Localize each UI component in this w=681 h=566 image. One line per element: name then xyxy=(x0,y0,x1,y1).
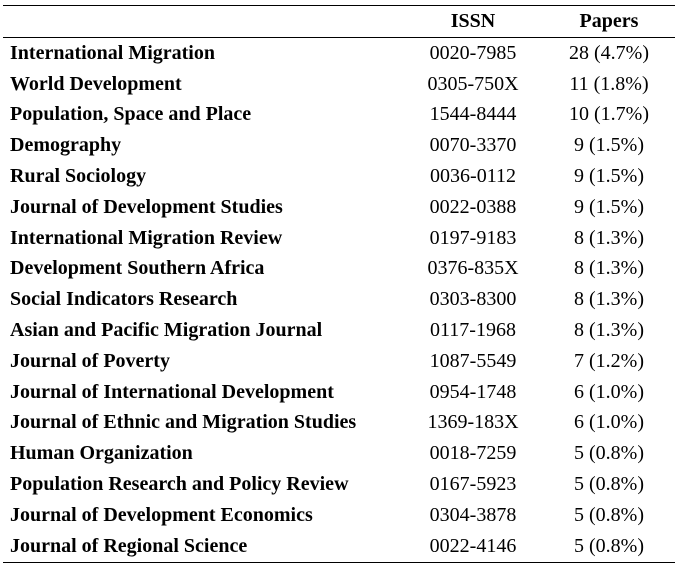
journal-cell: Human Organization xyxy=(10,442,193,465)
papers-cell: 11 (1.8%) xyxy=(569,72,649,95)
table-row xyxy=(3,408,675,439)
issn-cell: 1087-5549 xyxy=(429,349,517,372)
table-row xyxy=(3,500,675,531)
journal-cell: International Migration Review xyxy=(10,226,283,249)
table-row xyxy=(3,223,675,254)
journal-cell: World Development xyxy=(10,72,182,95)
journal-cell: International Migration xyxy=(10,41,215,64)
table-row xyxy=(3,346,675,377)
table-row xyxy=(3,438,675,469)
header-row xyxy=(3,6,675,38)
issn-cell: 0197-9183 xyxy=(429,226,517,249)
issn-cell: 0018-7259 xyxy=(429,442,517,465)
issn-cell: 0022-4146 xyxy=(429,534,517,557)
header-papers: Papers xyxy=(543,6,675,38)
papers-cell: 5 (0.8%) xyxy=(574,442,644,465)
journal-cell: Population Research and Policy Review xyxy=(10,473,349,496)
papers-cell: 6 (1.0%) xyxy=(574,380,644,403)
issn-cell: 0070-3370 xyxy=(429,134,517,157)
journal-cell: Journal of Poverty xyxy=(10,349,170,372)
papers-cell: 9 (1.5%) xyxy=(574,195,644,218)
papers-cell: 5 (0.8%) xyxy=(574,534,644,557)
journal-cell: Journal of Development Studies xyxy=(10,195,283,218)
header-journal xyxy=(3,6,403,38)
issn-cell: 0167-5923 xyxy=(429,473,517,496)
issn-cell: 0954-1748 xyxy=(429,380,517,403)
papers-cell: 8 (1.3%) xyxy=(574,288,644,311)
papers-cell: 8 (1.3%) xyxy=(574,319,644,342)
journal-cell: Social Indicators Research xyxy=(10,288,238,311)
table-row xyxy=(3,254,675,285)
header-issn: ISSN xyxy=(403,6,543,38)
papers-cell: 6 (1.0%) xyxy=(574,411,644,434)
journal-cell: Journal of Development Economics xyxy=(10,503,313,526)
papers-cell: 9 (1.5%) xyxy=(574,134,644,157)
table-row xyxy=(3,531,675,562)
papers-cell: 28 (4.7%) xyxy=(569,41,649,64)
journal-cell: Journal of Ethnic and Migration Studies xyxy=(10,411,357,434)
papers-cell: 9 (1.5%) xyxy=(574,165,644,188)
table-row xyxy=(3,469,675,500)
papers-cell: 8 (1.3%) xyxy=(574,257,644,280)
issn-cell: 0376-835X xyxy=(427,257,519,280)
journal-cell: Asian and Pacific Migration Journal xyxy=(10,319,323,342)
journal-cell: Journal of International Development xyxy=(10,380,334,403)
papers-cell: 5 (0.8%) xyxy=(574,503,644,526)
issn-cell: 0117-1968 xyxy=(430,319,516,342)
issn-cell: 0022-0388 xyxy=(429,195,517,218)
papers-cell: 5 (0.8%) xyxy=(574,473,644,496)
journal-table xyxy=(3,6,675,562)
table-row xyxy=(3,38,675,69)
table-row xyxy=(3,100,675,131)
issn-cell: 0305-750X xyxy=(427,72,519,95)
papers-cell: 8 (1.3%) xyxy=(574,226,644,249)
bottom-rule xyxy=(3,562,675,563)
table-body xyxy=(3,38,675,562)
issn-cell: 0303-8300 xyxy=(429,288,517,311)
journal-cell: Population, Space and Place xyxy=(10,103,252,126)
journal-cell: Rural Sociology xyxy=(10,165,147,188)
papers-cell: 10 (1.7%) xyxy=(569,103,649,126)
table-row xyxy=(3,315,675,346)
table-row xyxy=(3,192,675,223)
journal-cell: Development Southern Africa xyxy=(10,257,265,280)
issn-cell: 0036-0112 xyxy=(430,165,516,188)
issn-cell: 0304-3878 xyxy=(429,503,517,526)
papers-cell: 7 (1.2%) xyxy=(574,349,644,372)
issn-cell: 1369-183X xyxy=(427,411,519,434)
table-row xyxy=(3,161,675,192)
table-row xyxy=(3,69,675,100)
journal-cell: Demography xyxy=(10,134,122,157)
journal-cell: Journal of Regional Science xyxy=(10,534,248,557)
issn-cell: 1544-8444 xyxy=(429,103,517,126)
issn-cell: 0020-7985 xyxy=(429,41,517,64)
journal-table-container xyxy=(3,5,675,563)
table-row xyxy=(3,284,675,315)
table-row xyxy=(3,130,675,161)
table-row xyxy=(3,377,675,408)
